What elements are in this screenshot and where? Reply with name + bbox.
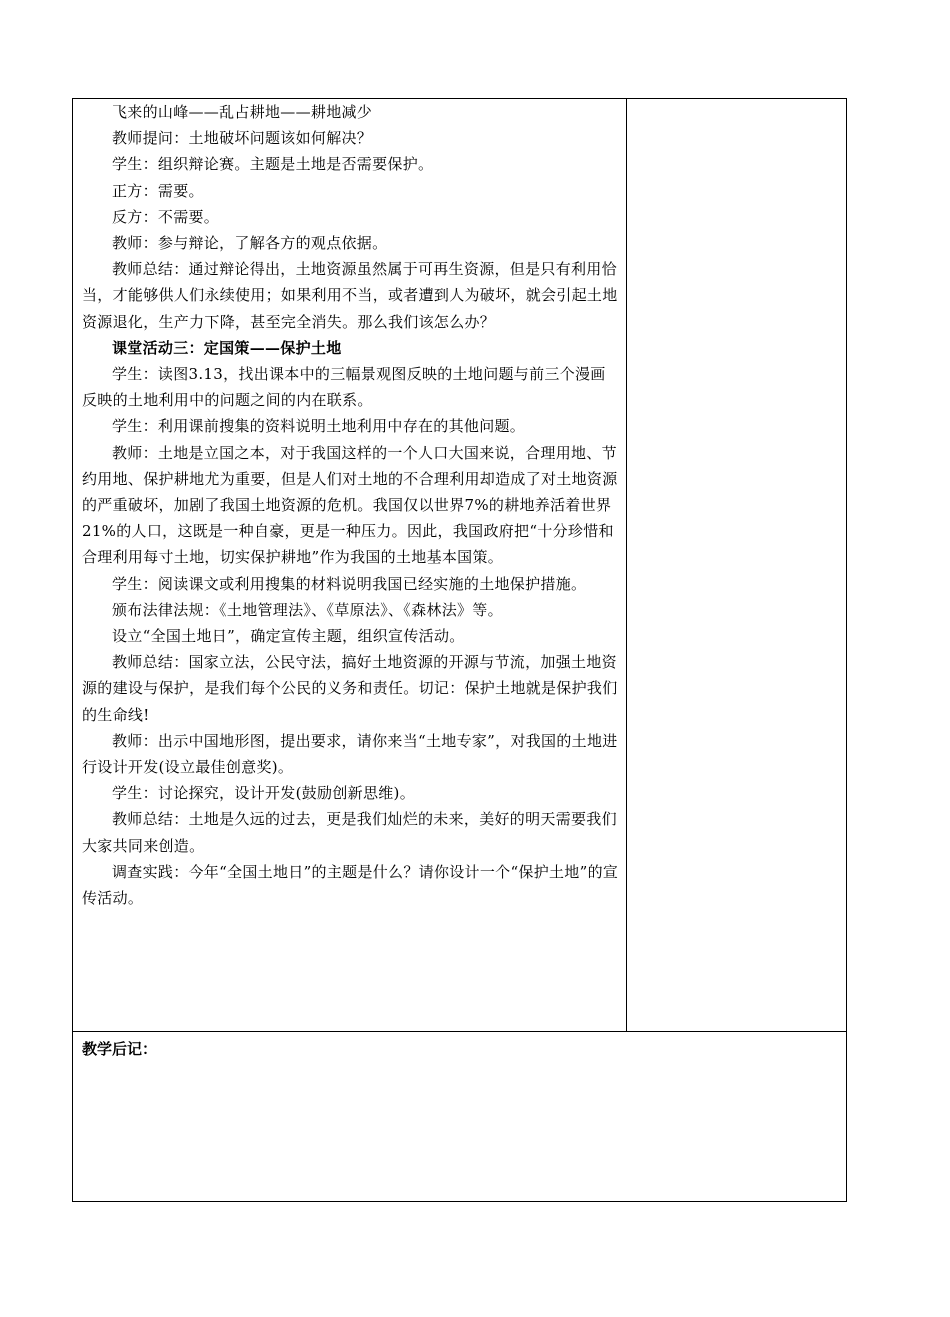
- lesson-paragraph: 教师：出示中国地形图，提出要求，请你来当“土地专家”，对我国的土地进行设计开发(设立最佳创意奖)。: [82, 731, 618, 777]
- post-teaching-notes-label: 教学后记：: [82, 1040, 158, 1058]
- lesson-plan-table: [72, 98, 847, 1202]
- post-teaching-notes-cell: [73, 1031, 846, 1201]
- lesson-paragraph: 设立“全国土地日”，确定宣传主题，组织宣传活动。: [112, 627, 465, 646]
- lesson-paragraph: 教师总结：土地是久远的过去，更是我们灿烂的未来，美好的明天需要我们大家共同来创造。: [82, 810, 617, 855]
- lesson-paragraph: 教师：土地是立国之本，对于我国这样的一个人口大国来说，合理用地、节约用地、保护耕地尤为重要，但是人们对土地的不合理利用却造成了对土地资源的严重破坏，加剧了我国土地资源的危机。我国仅以世界7%的耕地养活着世界21%的人口，这既是一种自豪，更是一种压力。因此，我国政府把“十分珍惜和合理利用每寸土地，切实保护耕地”作为我国的土地基本国策。: [82, 443, 618, 567]
- lesson-paragraph: 飞来的山峰——乱占耕地——耕地减少: [112, 103, 373, 121]
- lesson-paragraph: 教师：参与辩论，了解各方的观点依据。: [112, 234, 388, 253]
- lesson-paragraph: 正方：需要。: [112, 181, 204, 200]
- lesson-paragraph: 调查实践：今年“全国土地日”的主题是什么？请你设计一个“保护土地”的宣传活动。: [82, 862, 619, 908]
- lesson-paragraph: 学生：讨论探究，设计开发(鼓励创新思维)。: [112, 784, 416, 803]
- lesson-paragraph: 反方：不需要。: [112, 207, 220, 226]
- lesson-paragraph: 教师总结：国家立法，公民守法，搞好土地资源的开源与节流，加强土地资源的建设与保护，是我们每个公民的义务和责任。切记：保护土地就是保护我们的生命线!: [82, 653, 618, 724]
- lesson-content-cell: [73, 99, 627, 1031]
- notes-column-cell: [627, 99, 846, 1031]
- lesson-content-text: [82, 99, 620, 911]
- lesson-paragraph: 教师总结：通过辩论得出，土地资源虽然属于可再生资源，但是只有利用恰当，才能够供人们永续使用；如果利用不当，或者遭到人为破坏，就会引起土地资源退化，生产力下降，甚至完全消失。那么我们该怎么办？: [82, 260, 618, 331]
- lesson-paragraph: 学生：读图3.13，找出课本中的三幅景观图反映的土地问题与前三个漫画反映的土地利用中的问题之间的内在联系。: [82, 365, 606, 410]
- lesson-paragraph: 学生：阅读课文或利用搜集的材料说明我国已经实施的土地保护措施。: [112, 574, 587, 593]
- lesson-paragraph: 学生：利用课前搜集的资料说明土地利用中存在的其他问题。: [112, 417, 526, 436]
- lesson-paragraph: 教师提问：土地破坏问题该如何解决？: [112, 129, 373, 148]
- lesson-paragraph: 颁布法律法规：《土地管理法》、《草原法》、《森林法》等。: [112, 600, 503, 619]
- lesson-paragraph: 学生：组织辩论赛。主题是土地是否需要保护。: [112, 155, 434, 174]
- section-heading: 课堂活动三：定国策——保护土地: [112, 338, 342, 357]
